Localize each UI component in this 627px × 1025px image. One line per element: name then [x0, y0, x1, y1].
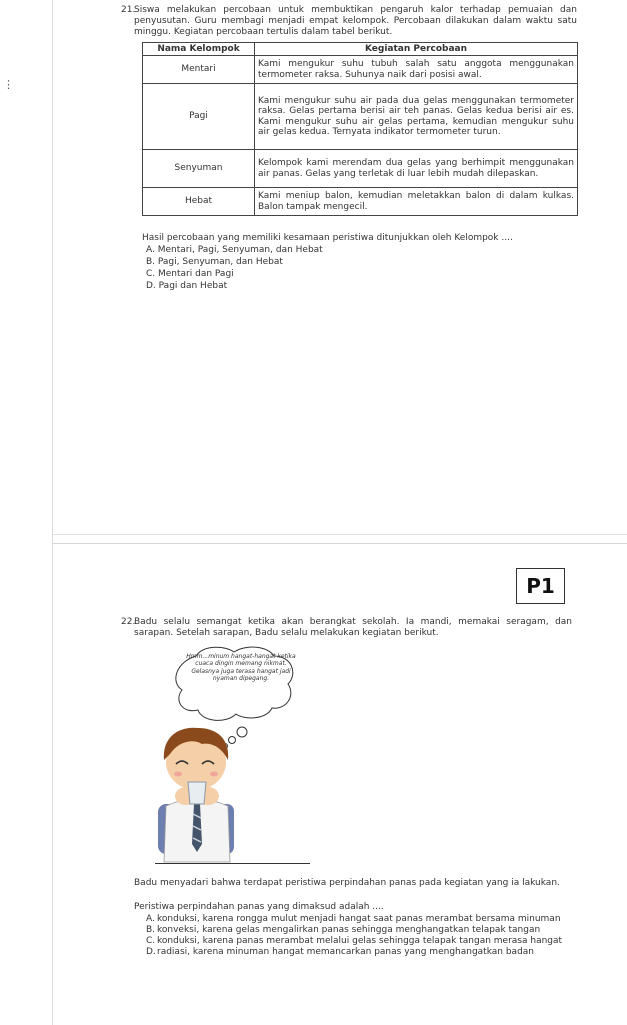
group-name: Senyuman [143, 150, 255, 188]
option-letter: D. [146, 947, 156, 957]
question-21 [122, 5, 577, 38]
group-name: Mentari [143, 56, 255, 84]
option-d[interactable]: D. Pagi dan Hebat [146, 281, 228, 291]
option-text: konveksi, karena gelas mengalirkan panas sehingga menghangatkan telapak tangan [157, 925, 541, 935]
header-group: Nama Kelompok [143, 43, 255, 56]
table-header-row [143, 43, 578, 56]
option-a[interactable]: A. Mentari, Pagi, Senyuman, dan Hebat [146, 245, 323, 255]
ground-line [155, 863, 310, 864]
option-text: konduksi, karena rongga mulut menjadi hangat saat panas merambat bersama minuman [157, 914, 561, 924]
question-context: Badu menyadari bahwa terdapat peristiwa perpindahan panas pada kegiatan yang ia lakukan. [134, 878, 560, 888]
option-b[interactable] [146, 925, 576, 936]
option-letter: C. [146, 936, 156, 946]
question-stem: Peristiwa perpindahan panas yang dimaksud adalah .... [134, 902, 384, 912]
option-d[interactable] [146, 947, 576, 958]
option-c[interactable] [146, 936, 576, 947]
cup-icon [188, 782, 206, 804]
question-text: Badu selalu semangat ketika akan berangkat sekolah. Ia mandi, memakai seragam, dan sarapan. Setelah sarapan, Badu selalu melakukan kegiatan berikut. [134, 617, 572, 638]
question-stem: Hasil percobaan yang memiliki kesamaan peristiwa ditunjukkan oleh Kelompok .... [142, 233, 513, 243]
question-number: 21. [121, 5, 136, 15]
table-row [143, 188, 578, 216]
question-number: 22. [121, 617, 136, 627]
option-text: radiasi, karena minuman hangat memancarkan panas yang menghangatkan badan [157, 947, 535, 957]
option-b[interactable]: B. Pagi, Senyuman, dan Hebat [146, 257, 283, 267]
thought-bubble-text: Hmm...minum hangat-hangat ketika cuaca dingin memang nikmat. Gelasnya juga terasa hangat jadi nyaman dipegang. [186, 653, 296, 683]
option-a[interactable] [146, 914, 576, 925]
table-row [143, 84, 578, 150]
table-row [143, 150, 578, 188]
group-activity: Kami mengukur suhu tubuh salah satu anggota menggunakan termometer raksa. Suhunya naik dari posisi awal. [255, 56, 578, 84]
answer-options [146, 914, 576, 958]
experiment-table [142, 42, 578, 216]
group-activity: Kami meniup balon, kemudian meletakkan balon di dalam kulkas. Balon tampak mengecil. [255, 188, 578, 216]
group-activity: Kami mengukur suhu air pada dua gelas menggunakan termometer raksa. Gelas pertama berisi air teh panas. Gelas kedua berisi air es. Kami mengukur suhu air gelas pertama, kemudian mengukur suhu air gelas kedua. Ternyata indikator termometer turun. [255, 84, 578, 150]
question-22 [122, 617, 572, 639]
option-c[interactable]: C. Mentari dan Pagi [146, 269, 234, 279]
option-text: konduksi, karena panas merambat melalui gelas sehingga telapak tangan merasa hangat [157, 936, 563, 946]
page-left-border [52, 0, 53, 1025]
option-letter: A. [146, 914, 155, 924]
table-row [143, 56, 578, 84]
page-divider [52, 543, 627, 544]
page-label: P1 [516, 568, 565, 604]
page-divider [52, 534, 627, 535]
more-options-icon[interactable]: ⋮ [3, 78, 14, 91]
answer-options [146, 245, 323, 293]
group-name: Hebat [143, 188, 255, 216]
group-activity: Kelompok kami merendam dua gelas yang berhimpit menggunakan air panas. Gelas yang terletak di luar lebih mudah dilepaskan. [255, 150, 578, 188]
question-text: Siswa melakukan percobaan untuk membuktikan pengaruh kalor terhadap pemuaian dan penyusutan. Guru membagi menjadi empat kelompok. Percobaan dilakukan dalam waktu satu minggu. Kegiatan percobaan tertulis dalam tabel berikut. [134, 5, 577, 37]
option-letter: B. [146, 925, 156, 935]
header-activity: Kegiatan Percobaan [255, 43, 578, 56]
group-name: Pagi [143, 84, 255, 150]
